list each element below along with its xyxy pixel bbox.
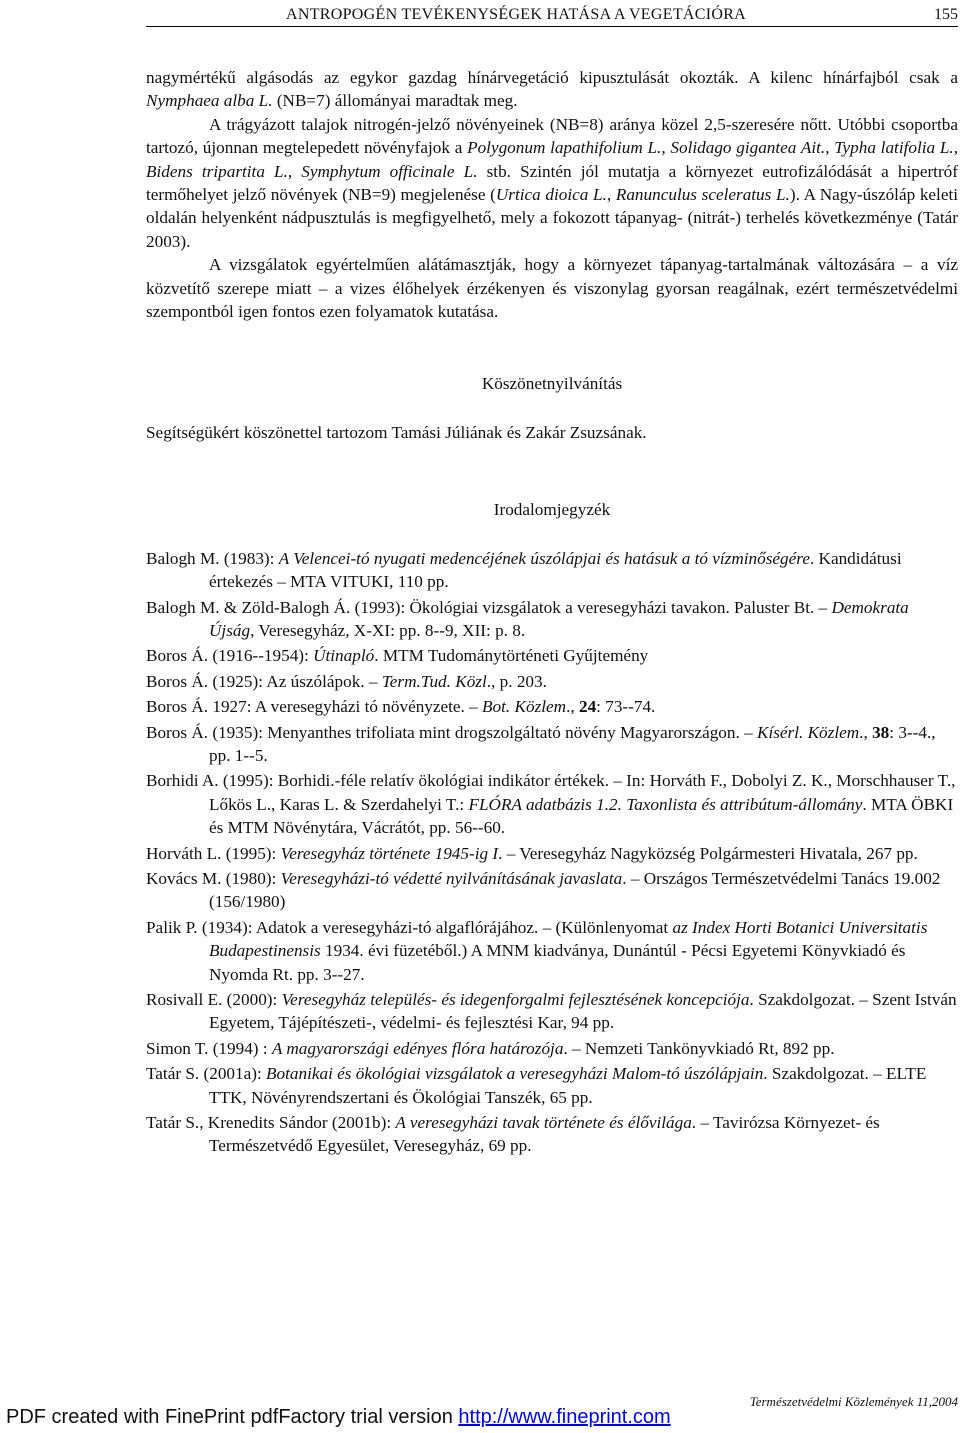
reference-item — [146, 644, 958, 667]
text-run: Borhidi A. (1995): Borhidi.-féle relatív ökológiai indikátor értékek. – In: Horváth F., Dobolyi Z. K., Morschhauser T., Lőkös L., Karas L. & Szerdahelyi T.: — [146, 771, 956, 814]
reference-item — [146, 721, 958, 768]
journal-footer: Természetvédelmi Közlemények 11,2004 — [749, 1394, 958, 1409]
text-run: Boros Á. (1925): Az úszólápok. – — [146, 671, 382, 691]
reference-item — [146, 1037, 958, 1060]
italic-text: Bot. Közlem — [482, 697, 567, 717]
text-run: ., — [566, 697, 579, 717]
text-run: Simon T. (1994) : — [146, 1038, 272, 1058]
reference-item — [146, 988, 958, 1035]
text-run: : 3--4., pp. 1--5. — [209, 722, 936, 765]
text-run: stb. Szintén jól mutatja a környezet eutrofizálódását a hipertróf termőhelyet jelző növények (NB=9) megjelenése ( — [146, 161, 958, 205]
text-run: , — [825, 138, 835, 158]
text-run: Tatár S. (2001a): — [146, 1064, 267, 1084]
reference-item — [146, 596, 958, 643]
italic-text: A Velencei-tó nyugati medencéjének úszólápjai és hatásuk a tó vízminőségére — [278, 548, 810, 568]
reference-item — [146, 670, 958, 693]
italic-text: Urtica dioica L. — [495, 185, 607, 205]
text-run: , — [287, 161, 302, 181]
text-run: . Szakdolgozat. – Szent István Egyetem, Tájépítészeti-, védelmi- és fejlesztési Kar, 94 pp. — [209, 990, 957, 1033]
text-run: ). A Nagy-úszóláp keleti oldalán helyenként nádpusztulás is megfigyelhető, mely a fokozott tápanyag- (nitrát-) terhelés következménye (Tatár 2003). — [146, 185, 958, 251]
page-number: 155 — [934, 6, 958, 23]
text-run: , — [661, 138, 671, 158]
italic-text: FLÓRA adatbázis 1.2. Taxonlista és attribútum-állomány — [468, 794, 863, 814]
italic-text: Nymphaea alba L. — [146, 91, 273, 111]
italic-text: Solidago gigantea Ait. — [670, 138, 826, 158]
reference-list — [146, 547, 958, 1158]
body-paragraph-1 — [146, 66, 958, 113]
text-run: Palik P. (1934): Adatok a veresegyházi-tó algaflórájához. – (Különlenyomat — [146, 917, 673, 937]
bold-text: 24 — [578, 697, 597, 717]
italic-text: Ranunculus sceleratus L. — [615, 185, 790, 205]
acknowledgement-text: Segítségükért köszönettel tartozom Tamási Júliának és Zakár Zsuzsának. — [146, 422, 647, 442]
text-run: Balogh M. & Zöld-Balogh Á. (1993): Ökológiai vizsgálatok a veresegyházi tavakon. Paluster Bt. – — [146, 597, 832, 617]
italic-text: az Index Horti Botanici Universitatis Budapestinensis — [209, 917, 928, 961]
body-paragraph-2 — [146, 113, 958, 253]
reference-item — [146, 695, 958, 718]
reference-item — [146, 867, 958, 914]
text-run: , — [953, 138, 959, 158]
text-run: Rosivall E. (2000): — [146, 990, 282, 1009]
text-run: Horváth L. (1995): — [146, 843, 281, 863]
text-run: Tatár S., Krenedits Sándor (2001b): — [146, 1113, 396, 1133]
reference-item — [146, 1111, 958, 1158]
text-run: Boros Á. 1927: A veresegyházi tó növényzete. – — [146, 697, 483, 717]
reference-item — [146, 547, 958, 594]
italic-text: A magyarországi edényes flóra határozója — [271, 1038, 564, 1058]
italic-text: Term.Tud. Közl — [381, 671, 487, 691]
watermark-text: PDF created with FinePrint pdfFactory trial version — [6, 1406, 459, 1428]
italic-text: Demokrata Újság — [209, 597, 909, 640]
text-run: : 73--74. — [596, 697, 656, 717]
text-run: . – Országos Természetvédelmi Tanács 19.002 (156/1980) — [209, 868, 941, 912]
italic-text: A veresegyházi tavak története és élővilága — [395, 1113, 692, 1133]
text-run: , Veresegyház, X-XI: pp. 8--9, XII: p. 8. — [250, 620, 526, 640]
text-run: . Kandidátusi értekezés – MTA VITUKI, 110 pp. — [209, 548, 902, 592]
page-content — [146, 66, 958, 1160]
text-run: . MTA ÖBKI és MTM Növénytára, Vácrátót, pp. 56--60. — [209, 794, 954, 838]
watermark-link[interactable]: http://www.fineprint.com — [458, 1406, 671, 1428]
text-run: ., p. 203. — [486, 671, 547, 691]
text-run: Balogh M. (1983): — [146, 548, 279, 568]
references-heading: Irodalomjegyzék — [493, 500, 611, 520]
acknowledgement-heading: Köszönetnyilvánítás — [481, 374, 623, 394]
text-run: nagymértékű algásodás az egykor gazdag hínárvegetáció kipusztulását okozták. A kilenc hínárfajból csak a — [146, 68, 958, 87]
italic-text: Útinapló — [313, 646, 375, 666]
text-run: . Szakdolgozat. – ELTE TTK, Növényrendszertani és Ökológiai Tanszék, 65 pp. — [209, 1064, 927, 1107]
running-title: ANTROPOGÉN TEVÉKENYSÉGEK HATÁSA A VEGETÁCIÓRA — [286, 6, 747, 23]
italic-text: Kísérl. Közlem — [756, 722, 860, 742]
text-run: 1934. évi füzetéből.) A MNM kiadványa, Dunántúl - Pécsi Egyetemi Könyvkiadó és Nyomda Rt. pp. 3--27. — [209, 941, 906, 984]
reference-item — [146, 1062, 958, 1109]
reference-item — [146, 769, 958, 839]
bold-text: 38 — [872, 722, 890, 742]
text-run: (NB=7) állományai maradtak meg. — [272, 91, 518, 111]
italic-text: Veresegyház története 1945-ig I — [280, 843, 499, 863]
text-run: Boros Á. (1916--1954): — [146, 646, 314, 666]
body-paragraph-3 — [146, 253, 958, 323]
text-run: . – Nemzeti Tankönyvkiadó Rt, 892 pp. — [563, 1038, 835, 1058]
italic-text: Veresegyház település- és idegenforgalmi fejlesztésének koncepciója — [281, 990, 750, 1009]
text-run: Boros Á. (1935): Menyanthes trifoliata mint drogszolgáltató növény Magyarországon. – — [146, 722, 757, 742]
text-run: . – Tavirózsa Környezet- és Természetvédő Egyesület, Veresegyház, 69 pp. — [209, 1113, 880, 1156]
text-run: Kovács M. (1980): — [146, 868, 281, 888]
text-run: , — [606, 185, 616, 205]
text-run: ., — [859, 722, 873, 742]
running-header — [146, 4, 958, 27]
pdf-watermark — [6, 1406, 671, 1429]
text-run: . – Veresegyház Nagyközség Polgármesteri Hivatala, 267 pp. — [498, 843, 918, 863]
italic-text: Symphytum officinale L. — [301, 161, 478, 181]
reference-item — [146, 842, 958, 865]
text-run: A trágyázott talajok nitrogén-jelző növényeinek (NB=8) aránya közel 2,5-szeresére nőtt. Utóbbi csoportba tartozó, újonnan megtelepedett növényfajok a — [146, 114, 958, 158]
italic-text: Polygonum lapathifolium L. — [467, 138, 662, 158]
italic-text: Botanikai és ökológiai vizsgálatok a veresegyházi Malom-tó úszólápjain — [266, 1064, 764, 1084]
italic-text: Typha latifolia L. — [834, 138, 954, 158]
text-run: A vizsgálatok egyértelműen alátámasztják, hogy a környezet tápanyag-tartalmának változására – a víz közvetítő szerepe miatt – a vizes élőhelyek érzékenyen és viszonylag gyorsan reagálnak, ezért természetvédelmi szempontból igen fontos ezen folyamatok kutatása. — [146, 255, 958, 322]
italic-text: Bidens tripartita L. — [146, 161, 288, 181]
reference-item — [146, 916, 958, 986]
italic-text: Veresegyházi-tó védetté nyilvánításának javaslata — [280, 868, 623, 888]
text-run: . MTM Tudománytörténeti Gyűjtemény — [374, 646, 649, 666]
